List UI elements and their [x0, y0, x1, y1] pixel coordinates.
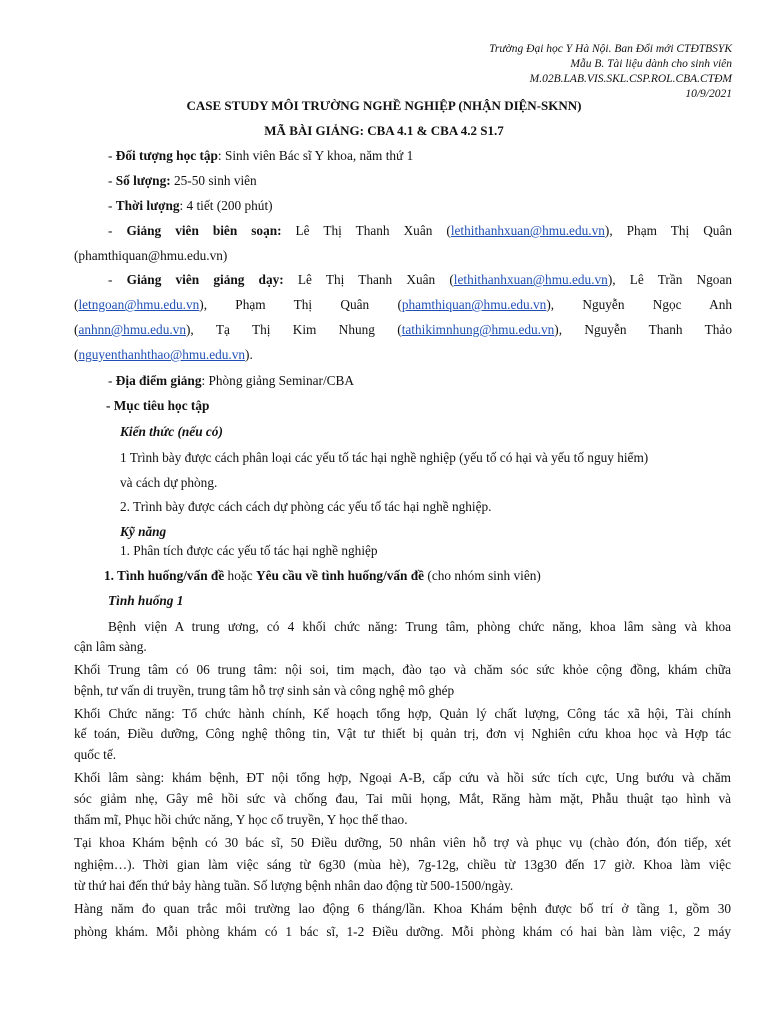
case-paragraph-4: Khối lâm sàng: khám bệnh, ĐT nội tổng hợp, Ngoại A-B, cấp cứu và hồi sức tích cực, Ung bướu và chăm — [74, 770, 731, 785]
case-paragraph-2: Khối Trung tâm có 06 trung tâm: nội soi, tim mạch, đào tạo và chăm sóc sức khỏe cộng đồng, khám chữa — [74, 662, 731, 677]
teacher-email-link[interactable]: nguyenthanhthao@hmu.edu.vn — [78, 347, 246, 362]
info-teachers-line-4: (nguyenthanhthao@hmu.edu.vn). — [74, 347, 253, 362]
knowledge-item-1: 1 Trình bày được cách phân loại các yếu tố tác hại nghề nghiệp (yếu tố có hại và yếu tố nguy hiểm) — [120, 450, 649, 465]
case-paragraph-3-end: quốc tế. — [74, 747, 117, 762]
header-form-type: Mẫu B. Tài liệu dành cho sinh viên — [570, 58, 732, 70]
teacher-email-link[interactable]: letngoan@hmu.edu.vn — [78, 297, 200, 312]
skills-item-1: 1. Phân tích được các yếu tố tác hại nghề nghiệp — [120, 543, 378, 558]
info-author-line-1: - Giảng viên biên soạn: Lê Thị Thanh Xuân (lethithanhxuan@hmu.edu.vn), Phạm Thị Quân — [108, 223, 732, 238]
teacher-email-link[interactable]: phamthiquan@hmu.edu.vn — [401, 297, 547, 312]
lecture-code: MÃ BÀI GIẢNG: CBA 4.1 & CBA 4.2 S1.7 — [264, 123, 504, 138]
author-email-link[interactable]: lethithanhxuan@hmu.edu.vn — [450, 223, 605, 238]
case-paragraph-5: Tại khoa Khám bệnh có 30 bác sĩ, 50 Điều dưỡng, 50 nhân viên hỗ trợ và phục vụ (chào đón, đón tiếp, xét — [74, 835, 731, 850]
case-paragraph-4-end: thẩm mĩ, Phục hồi chức năng, Y học cổ truyền, Y học thể thao. — [74, 812, 408, 827]
info-teachers-line-2: (letngoan@hmu.edu.vn), Phạm Thị Quân (phamthiquan@hmu.edu.vn), Nguyễn Ngọc Anh — [74, 297, 732, 312]
section-1-heading: 1. Tình huống/vấn đề hoặc Yêu cầu về tình huống/vấn đề (cho nhóm sinh viên) — [104, 568, 541, 583]
header-institution: Trường Đại học Y Hà Nội. Ban Đổi mới CTĐTBSYK — [489, 43, 732, 55]
objectives-heading: - Mục tiêu học tập — [106, 398, 210, 413]
case-paragraph-1: Bệnh viện A trung ương, có 4 khối chức năng: Trung tâm, phòng chức năng, khoa lâm sàng và khoa — [108, 619, 731, 634]
info-target: - Đối tượng học tập: Sinh viên Bác sĩ Y khoa, năm thứ 1 — [108, 148, 414, 163]
case-paragraph-5-cont: nghiệm…). Thời gian làm việc sáng từ 6g30 (mùa hè), 7g-12g, chiều từ 13g30 đến 17 giờ. Khoa làm việc — [74, 857, 731, 872]
info-duration: - Thời lượng: 4 tiết (200 phút) — [108, 198, 273, 213]
case-heading: Tình huống 1 — [108, 593, 184, 608]
info-teachers-line-1: - Giảng viên giảng dạy: Lê Thị Thanh Xuân (lethithanhxuan@hmu.edu.vn), Lê Trần Ngoan — [108, 272, 732, 287]
info-teachers-line-3: (anhnn@hmu.edu.vn), Tạ Thị Kim Nhung (tathikimnhung@hmu.edu.vn), Nguyễn Thanh Thảo — [74, 322, 732, 337]
info-place: - Địa điểm giảng: Phòng giảng Seminar/CBA — [108, 373, 355, 388]
info-count: - Số lượng: 25-50 sinh viên — [108, 173, 257, 188]
case-paragraph-4-cont: sóc giảm nhẹ, Gây mê hồi sức và chống đau, Tai mũi họng, Mắt, Răng hàm mặt, Phẫu thuật tạo hình và — [74, 791, 731, 806]
knowledge-item-2: 2. Trình bày được cách cách dự phòng các yếu tố tác hại nghề nghiệp. — [120, 499, 492, 514]
case-paragraph-5-end: từ thứ hai đến thứ bảy hàng tuần. Số lượng bệnh nhân dao động từ 500-1500/ngày. — [74, 878, 514, 893]
case-paragraph-6: Hàng năm đo quan trắc môi trường lao động 6 tháng/lần. Khoa Khám bệnh được bố trí ở tầng 1, gồm 30 — [74, 901, 731, 916]
case-paragraph-6-cont: phòng khám. Mỗi phòng khám có 1 bác sĩ, 1-2 Điều dưỡng. Mỗi phòng khám có hai bàn làm việc, 2 máy — [74, 924, 731, 939]
case-paragraph-3-cont: kế toán, Điều dưỡng, Công nghệ thông tin, Vật tư thiết bị quản trị, đơn vị Nghiên cứu khoa học và Hợp tác — [74, 726, 731, 741]
knowledge-item-1-cont: và cách dự phòng. — [120, 475, 218, 490]
teacher-email-link[interactable]: lethithanhxuan@hmu.edu.vn — [453, 272, 608, 287]
document-header-meta — [489, 42, 732, 102]
case-paragraph-2-cont: bệnh, tư vấn di truyền, trung tâm hỗ trợ sinh sản và công nghệ mô ghép — [74, 683, 455, 698]
header-date: 10/9/2021 — [685, 88, 732, 100]
knowledge-heading: Kiến thức (nếu có) — [120, 424, 223, 439]
document-title: CASE STUDY MÔI TRƯỜNG NGHỀ NGHIỆP (NHẬN DIỆN-SKNN) — [186, 98, 582, 113]
case-paragraph-3: Khối Chức năng: Tổ chức hành chính, Kế hoạch tổng hợp, Quản lý chất lượng, Công tác xã hội, Tài chính — [74, 706, 731, 721]
skills-heading: Kỹ năng — [120, 524, 167, 539]
info-author-line-2: (phamthiquan@hmu.edu.vn) — [74, 248, 228, 263]
teacher-email-link[interactable]: anhnn@hmu.edu.vn — [78, 322, 186, 337]
case-paragraph-1-cont: cận lâm sàng. — [74, 639, 147, 654]
header-document-code: M.02B.LAB.VIS.SKL.CSP.ROL.CBA.CTĐM — [529, 73, 732, 85]
teacher-email-link[interactable]: tathikimnhung@hmu.edu.vn — [401, 322, 555, 337]
